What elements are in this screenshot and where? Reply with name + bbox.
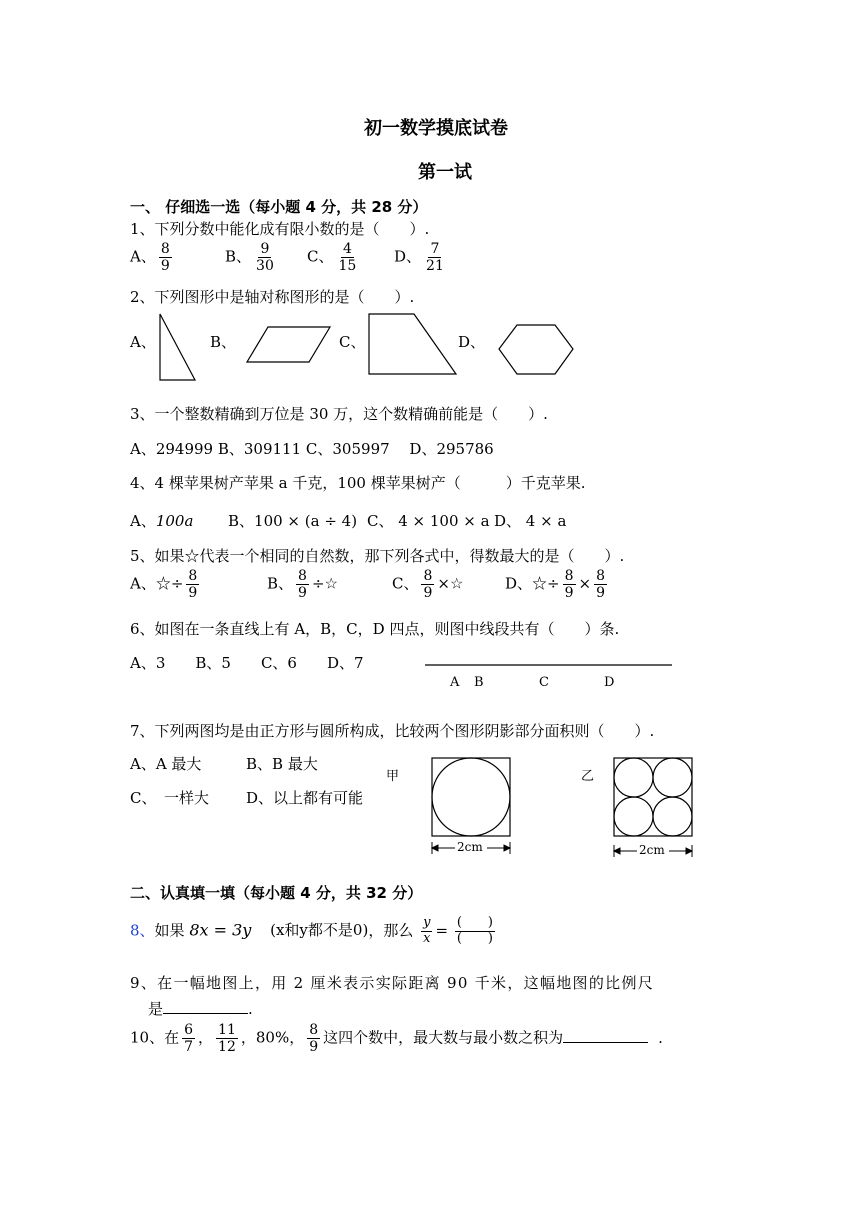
point-d-label: D (604, 675, 615, 690)
q4-option-a: A、100a (130, 512, 194, 530)
dimension-label-yi: 2cm (639, 843, 665, 857)
q2-label-c: C、 (339, 333, 366, 351)
q1-option-d: D、 $\frac{7}{21}$ (394, 241, 444, 275)
q2-label-d: D、 (458, 333, 486, 351)
q4-stem: 4、4 棵苹果树产苹果 a 千克，100 棵苹果树产（ ）千克苹果. (130, 474, 586, 492)
q10-line: 10、在 $\frac{6}{7}$ ， $\frac{11}{12}$ ，80%， $\frac{8}{9}$ 这四个数中，最大数与最小数之积为 . (130, 1022, 663, 1056)
circle-yi-4 (653, 797, 692, 836)
page-title: 初一数学摸底试卷 (364, 118, 508, 139)
point-a-label: A (450, 675, 460, 690)
q1-stem: 1、下列分数中能化成有限小数的是（ ）. (130, 220, 430, 238)
point-b-label: B (474, 675, 484, 690)
q2-label-a: A、 (130, 333, 156, 351)
q3-options: A、294999 B、309111 C、305997 D、295786 (130, 440, 494, 458)
page-subtitle: 第一试 (418, 162, 472, 183)
circle-yi-3 (614, 797, 653, 836)
dimension-label-jia: 2cm (457, 840, 483, 854)
q4-option-d: D、 4 × a (494, 512, 567, 530)
q7-stem: 7、下列两图均是由正方形与圆所构成，比较两个图形阴影部分面积则（ ）. (130, 722, 655, 740)
q5-option-d: D、☆÷ $\frac{8}{9}$ × $\frac{8}{9}$ (505, 568, 606, 602)
section-heading-1: 一、 仔细选一选（每小题 4 分，共 28 分） (130, 198, 428, 216)
circle-yi-2 (653, 758, 692, 797)
q7-option-d: D、以上都有可能 (246, 789, 364, 807)
q1-option-b: B、 $\frac{9}{30}$ (225, 241, 274, 275)
q7-option-a: A、A 最大 (130, 755, 202, 773)
q5-option-c: C、 $\frac{8}{9}$ ×☆ (392, 568, 464, 602)
q4-option-c: C、 4 × 100 × a (367, 512, 490, 530)
figure-jia-label: 甲 (386, 769, 400, 784)
q4-option-b: B、100 × (a ÷ 4) (228, 512, 358, 530)
q1-option-a: A、 $\frac{8}{9}$ (130, 241, 170, 275)
q3-stem: 3、一个整数精确到万位是 30 万，这个数精确前能是（ ）. (130, 405, 548, 423)
q9-line-1: 9、在一幅地图上，用 2 厘米表示实际距离 90 千米，这幅地图的比例尺 (130, 974, 655, 992)
q6-options: A、3 B、5 C、6 D、7 (130, 654, 364, 672)
q8-line: 8、如果 8x = 3y (x和y都不是0)，那么 $\frac{y}{x}$ = $\frac{( )}{( )}$ (130, 915, 493, 946)
q5-option-b: B、 $\frac{8}{9}$ ÷☆ (267, 568, 338, 602)
section-heading-2: 二、认真填一填（每小题 4 分，共 32 分） (130, 884, 423, 902)
q9-line-2: 是 . (148, 1000, 253, 1018)
q5-option-a: A、☆÷ $\frac{8}{9}$ (130, 568, 198, 602)
q2-stem: 2、下列图形中是轴对称图形的是（ ）. (130, 288, 415, 306)
point-c-label: C (539, 675, 549, 690)
square-yi (614, 758, 692, 836)
q8-number: 8、 (130, 921, 155, 940)
q2-label-b: B、 (210, 333, 237, 351)
q7-option-b: B、B 最大 (246, 755, 318, 773)
q1-option-c: C、 $\frac{4}{15}$ (307, 241, 357, 275)
q7-option-c: C、 一样大 (130, 789, 209, 807)
circle-yi-1 (614, 758, 653, 797)
figure-yi-label: 乙 (581, 769, 595, 784)
q5-stem: 5、如果☆代表一个相同的自然数，那下列各式中，得数最大的是（ ）. (130, 547, 625, 565)
q6-stem: 6、如图在一条直线上有 A，B，C，D 四点，则图中线段共有（ ）条. (130, 620, 620, 638)
circle-jia (432, 758, 510, 836)
